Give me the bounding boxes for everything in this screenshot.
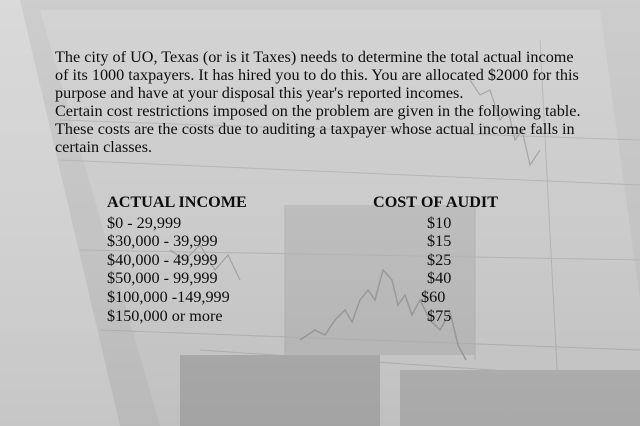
audit-cost-table [107, 193, 527, 325]
paragraph-line-2: of its 1000 taxpayers. It has hired you to do this. You are allocated $2000 for this [55, 66, 579, 84]
audit-cost: $60 [421, 287, 446, 306]
audit-cost: $75 [427, 306, 452, 325]
income-range: $0 - 29,999 [107, 213, 182, 232]
income-range: $150,000 or more [107, 306, 223, 325]
table-row [107, 214, 527, 233]
table-row [107, 288, 527, 307]
header-actual-income: ACTUAL INCOME [107, 193, 247, 211]
audit-cost: $10 [427, 213, 452, 232]
audit-cost: $40 [427, 269, 452, 288]
paragraph-line-3: purpose and have at your disposal this year's reported incomes. [55, 84, 464, 102]
paragraph-line-1: The city of UO, Texas (or is it Taxes) needs to determine the total actual income [55, 48, 574, 66]
audit-cost: $25 [427, 250, 452, 269]
income-range: $40,000 - 49,999 [107, 250, 218, 269]
paragraph-line-6: certain classes. [55, 138, 153, 156]
problem-statement [55, 48, 640, 156]
paragraph-line-4: Certain cost restrictions imposed on the problem are given in the following table. [55, 102, 581, 120]
audit-cost: $15 [427, 232, 452, 251]
table-row [107, 232, 527, 251]
table-row [107, 269, 527, 288]
table-header [107, 193, 527, 212]
income-range: $50,000 - 99,999 [107, 269, 218, 288]
income-range: $30,000 - 39,999 [107, 232, 218, 251]
table-row [107, 307, 527, 326]
header-cost-of-audit: COST OF AUDIT [373, 193, 499, 211]
income-range: $100,000 -149,999 [107, 287, 230, 306]
paragraph-line-5: These costs are the costs due to auditing a taxpayer whose actual income falls in [55, 120, 575, 138]
table-row [107, 251, 527, 270]
